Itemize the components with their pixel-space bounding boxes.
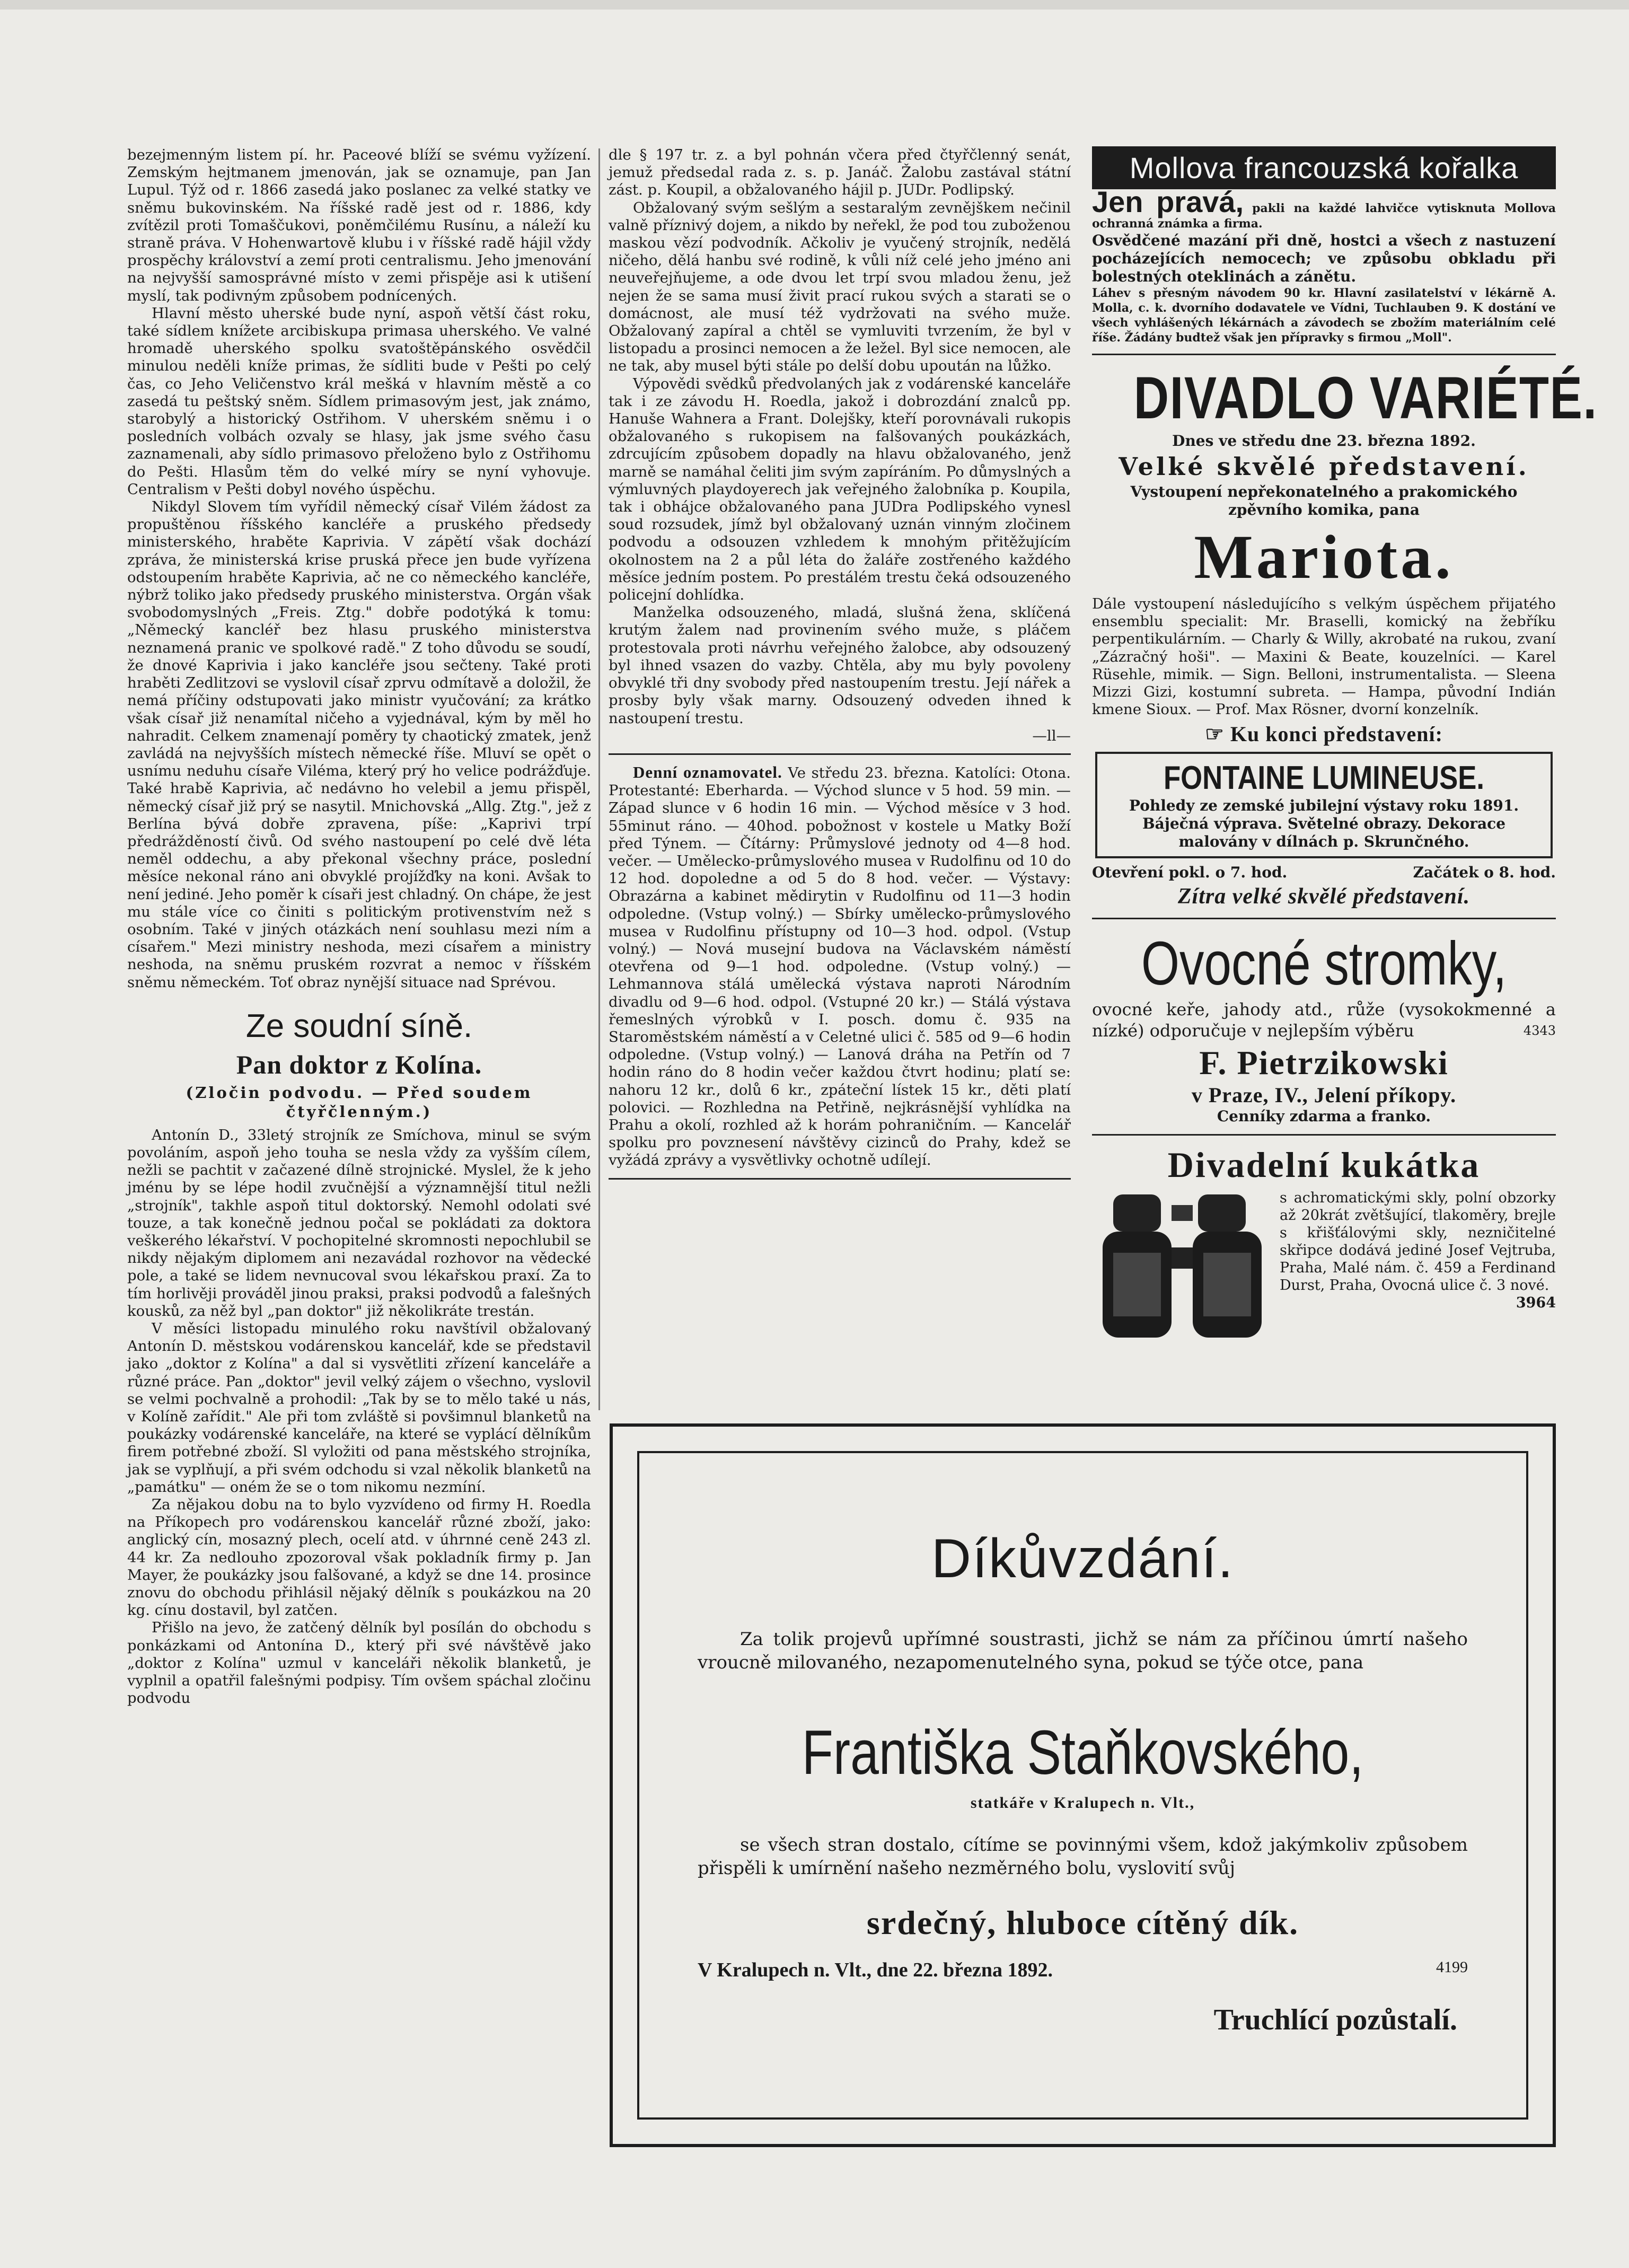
ovocne-title: Ovocné stromky,: [1141, 929, 1507, 998]
ovocne-body: ovocné keře, jahody atd., růže (vysokokmenné a nízké) odporučuje v nejlepším výběru: [1092, 999, 1556, 1041]
divadlo-sub: Vystoupení nepřekonatelného a prakomického zpěvního komika, pana: [1130, 483, 1518, 518]
moll-ad-body: Osvědčené mazání při dně, hostci a všech z nastuzení pocházejících nemocech; ve způsobu obkladu při bolestných oteklinách a zánětu.: [1092, 232, 1556, 285]
dekovani-place-date: V Kralupech n. Vlt., dne 22. března 1892.: [698, 1959, 1053, 1981]
article-paragraph: Manželka odsouzeného, mladá, slušná žena, sklíčená krutým žalem nad provinením svého muže, s pláčem protestovala proti návrhu veřejného žalobce, aby odsouzený byl ihned vsazen do vazby. Chtěla, aby mu byly povoleny obvyklé tři dny svobody před nastoupením trestu. Její nářek a prosby byly však marny. Odsouzený odveden ihned k nastoupení trestu.: [609, 604, 1071, 727]
dekovani-body: se všech stran dostalo, cítíme se povinnými všem, kdož jakýmkoliv způsobem přispěli k umírnění našeho nezměrného bolu, vyslovití svůj: [698, 1834, 1468, 1879]
dekovani-intro: Za tolik projevů upřímné soustrasti, jichž se nám za příčinou úmrtí našeho vroucně milovaného, nezapomenutelného syna, pokud se týče otce, pana: [698, 1629, 1468, 1673]
column-2: [609, 146, 1071, 1188]
article-signature: —ll—: [1032, 727, 1071, 744]
kukatka-num: 3964: [1516, 1295, 1556, 1312]
otevreni: Otevření pokl. o 7. hod.: [1092, 864, 1288, 882]
article-paragraph: Přišlo na jevo, že zatčený dělník byl posílán do obchodu s ponkázkami od Antonína D., který při své návštěvě jako „doktor z Kolína" uzmul v kanceláři několik blanketů, je vyplnil a opatřil falešnými podpisy. Tím ovšem spáchal zločinu podvodu: [127, 1619, 591, 1707]
divider: [1092, 918, 1556, 919]
fontaine-body: Pohledy ze zemské jubilejní výstavy roku 1891. Báječná výprava. Světelné obrazy. Dekorace malovány v dílnách p. Skrunčného.: [1129, 797, 1519, 851]
page-top-edge: [0, 0, 1629, 10]
dekovani-occupation: statkáře v Kralupech n. Vlt.,: [970, 1794, 1195, 1812]
moll-ad-title: Mollova francouzská kořalka: [1092, 146, 1556, 189]
dekovani-inner: [637, 1451, 1528, 2120]
zitra: Zítra velké skvělé představení.: [1177, 884, 1470, 909]
moll-ad-note: pakli na každé lahvičce vytisknuta Mollova ochranná známka a firma.: [1092, 201, 1556, 231]
divadlo-times: [1092, 864, 1556, 882]
section-title: Ze soudní síně.: [245, 1007, 473, 1044]
dekovani-signed: Truchlící pozůstalí.: [1213, 2003, 1457, 2036]
news-paragraph: bezejmenným listem pí. hr. Paceové blíží se svému vyžízení. Zemským hejtmanem jmenován, jak se oznamuje, pan Jan Lupul. Týž od r. 1866 zasedá jako poslanec za velké statky ve sněmu bukovinském. Na říšské radě jest od r. 1886, kdy zvítězil proti Tomaščukovi, poněmčilému Rusínu, a náleží ku straně práva. V Hohenwartově klubu i v říšské radě hájil vždy prospěchy království a zemí proti centralismu. Jeho jmenování na nejvyšší samosprávné místo v zemi přispěje asi k utišení myslí, tak podivným způsobem podnícených.: [127, 146, 591, 304]
article-paragraph: V měsíci listopadu minulého roku navštívil obžalovaný Antonín D. městskou vodárenskou kancelář, kde se představil jako „doktor z Kolína" a dal si vysvětliti zřízení kanceláře a různé práce. Pan „doktor" jevil velký zájem o všechno, vyslovil se velmi pochvalně a prohodil: „Tak by se to mělo také u nás, v Kolíně zařídit." Ale při tom zvláště si povšimnul blanketů na poukázky vodárenské kanceláře, na které se vyplácí dělníkům firem potřebné zboží. Sl vyložiti od pana městského strojníka, jak se vyplňují, a při svém odchodu si vzal několik blanketů na „památku" — oném že se o tom nikomu nezmíní.: [127, 1320, 591, 1496]
divider: [609, 753, 1071, 755]
divider: [609, 1178, 1071, 1180]
moll-ad-lead: Jen pravá,: [1092, 185, 1244, 218]
zacatek: Začátek o 8. hod.: [1413, 864, 1556, 882]
article-paragraph: Obžalovaný svým sešlým a sestaralým zevnějškem nečinil valně příznivý dojem, a nikdo by neřekl, že pod tou zuboženou maskou vězí podvodník. Ačkoliv je vyučený strojník, nedělá ničeho, dělá hanbu své rodině, k vůli níž celé jeho jméno ani neuveřejňujeme, a ode dvou let trpí svou mladou ženu, jež nejen že se sama musí živit prací rukou svých a starati se o domácnost, ale musí též vydržovati na svého muže. Obžalovaný zapíral a chtěl se vymluviti tvrzením, že byl v listopadu a prosinci nemocen a že ležel. Byl sice nemocen, ale ne tak, aby musel býti stále po delší dobu upoután na lůžko.: [609, 199, 1071, 375]
article-title: Pan doktor z Kolína.: [236, 1049, 482, 1079]
divadlo-date: Dnes ve středu dne 23. března 1892.: [1172, 432, 1476, 450]
pietr-addr: v Praze, IV., Jelení příkopy.: [1191, 1083, 1457, 1107]
ovocne-text-line: [1092, 999, 1556, 1041]
dekovani-name: Františka Staňkovského,: [802, 1718, 1364, 1788]
news-paragraph: Nikdyl Slovem tím vyřídil německý císař Vilém žádost za propuštěnou říšského kancléře a pruského předsedy ministerského, hraběte Kaprivia. V zápětí však dochází zpráva, že ministerská krise pruská přece jen bude vyřízena odstoupením hraběte Kaprivia, ač ne co německého kancléře, nýbrž toliko jako předsedy pruského ministerstva. Orgán však svobodomyslných „Freis. Ztg." dobře podotýká k tomu: „Německý kancléř bez hlasu pruského ministerstva neznamená pranic ve spolkové radě." Z toho důvodu se soudí, že dnové Kaprivia i jako kancléře jsou sečteny. Také proti hraběti Zedlitzovi se vyslovil císař zprvu odmítavě a doložil, že nemá příčiny odstupovati jako ministr vyučování; za krátko však císař již nenamítal ničeho a vyjednával, kým by měl ho nahradit. Celkem znamenají poměry ty chaotický zmatek, jenž zavládá na nejvyšších místech německé říše. Mluví se opět o usnímu neduhu císaře Viléma, který prý ho velice podrážďuje. Také hrabě Kaprivia, ač nedávno ho velebil a jemu přispěl, německý císař již prý se nasytil. Mnichovská „Allg. Ztg.", jež z Berlína bývá dobře zpravena, píše: „Kaprivi trpí předrážděností čivů. Od svého nastoupení po celé dvě léta neměl oddechu, a aby překonal všechny práce, poslední měsíce nekonal ráno ani obvyklé projížďky na koni. Avšak to není jediné. Jeho poměr k císaři jest chladný. On chápe, že jest mu stále více co činiti s politickým protivenstvím než s osobním. Také v jiných otázkách není souhlasu mezi ním a císařem." Mezi ministry neshoda, mezi císařem a ministry neshoda, na sněmu pruském rozvrat a nemoc v říšském sněmu německém. Toť obraz nynější situace nad Sprévou.: [127, 498, 591, 991]
oznamovatel-title: Denní oznamovatel.: [633, 762, 782, 781]
ovocne-num: 4343: [1523, 1023, 1556, 1039]
dekovani-title: Díkůvzdání.: [931, 1528, 1235, 1589]
dekovani-date-line: [698, 1958, 1468, 1982]
column-3: [1092, 146, 1598, 1348]
fontaine-box: [1095, 752, 1553, 858]
article-subtitle: (Zločin podvodu. — Před soudem čtyřčlenným.): [186, 1083, 533, 1121]
moll-ad-small: Láhev s přesným návodem 90 kr. Hlavní zasilatelství v lékárně A. Molla, c. k. dvorního dodavatele ve Vídni, Tuchlauben 9. K dostání ve všech vyhlášených lékárnách a závodech se zbožím materiálním celé říše. Žádány budtež však jen přípravky s firmou „Moll".: [1092, 286, 1556, 345]
pietr-name: F. Pietrzikowski: [1199, 1044, 1449, 1082]
article-paragraph: Za nějakou dobu na to bylo vyzvídeno od firmy H. Roedla na Příkopech pro vodárenskou kancelář různé zboží, jako: anglický cín, mosazný plech, ocelí atd. v úhrnné ceně 243 zl. 44 kr. Za nedlouho zpozoroval však pokladník firmy p. Jan Mayer, že poukázky jsou falšované, a když se dne 14. prosince znovu do obchodu přihlásil nějaký dělník s poukázkou na 20 kg. cínu dostavil, byl zatčen.: [127, 1496, 591, 1619]
column-divider: [598, 148, 600, 1410]
ku-konci: ☞ Ku konci představení:: [1205, 722, 1443, 746]
moll-ad-lead-line: [1092, 185, 1556, 232]
fontaine-title: FONTAINE LUMINEUSE.: [1163, 760, 1485, 797]
binoculars-icon: [1092, 1189, 1272, 1348]
divider: [1092, 1134, 1556, 1136]
dekovani-number: 4199: [1436, 1958, 1468, 1976]
kukatka-ad: [1092, 1189, 1556, 1348]
divadlo-body: Dále vystoupení následujícího s velkým úspěchem přijatého ensemblu specialit: Mr. Braselli, komický na žebříku perpentikulárním. — Charly & Willy, akrobaté na rukou, zvaní „Zázračný hoši". — Maxini & Beate, kouzelníci. — Karel Rüsehle, mimik. — Sign. Belloni, instrumentalista. — Sleena Mizzi Gizi, kostumní subreta. — Hampa, původní Indián kmene Sioux. — Prof. Max Rösner, dvorní konzelník.: [1092, 595, 1556, 718]
dekovani-frame: [610, 1423, 1556, 2147]
dekovani-thanks: srdečný, hluboce cítěný dík.: [866, 1904, 1299, 1941]
hand-pointer-icon: ☞: [1205, 722, 1230, 746]
pietr-cen: Cenníky zdarma a franko.: [1217, 1107, 1431, 1126]
column-1: [127, 146, 591, 1707]
divadlo-big: Velké skvělé představení.: [1119, 452, 1529, 481]
oznamovatel-text: Ve středu 23. března. Katolíci: Otona. Protestanté: Eberharda. — Východ slunce v 5 hod. 59 min. — Západ slunce v 6 hodin 16 min. — Východ měsíce v 3 hod. 55minut ráno. — 40hod. pobožnost v kostele u Matky Boží před Týnem. — Čítárny: Průmyslové jednoty od 4—8 hod. večer. — Umělecko-průmyslového musea v Rudolfinu od 10 do 12 hod. dopoledne a od 5 do 8 hod. večer. — Výstavy: Obrazárna a kabinet mědirytin v Rudolfinu od 11—3 hodin odpoledne. (Vstup volný.) — Sbírky umělecko-průmyslového musea v Rudolfinu přístupny od 10—3 hod. odpol. (Vstup volný.) — Nová musejní budova na Václavském náměstí otevřena od 9—1 hod. odpoledne. (Vstup volný.) — Lehmannova stálá umělecká výstava naproti Národním divadlu od 9—6 hod. odpol. (Vstupné 20 kr.) — Stálá výstava řemeslných výrobků v I. posch. domu č. 935 na Staroměstském náměstí a v Celetné ulici č. 585 od 9—6 hodin odpoledne. (Vstup volný.) — Lanová dráha na Petřín od 7 hodin ráno do 8 hodin večer každou čtvrt hodinu; platí se: nahoru 12 kr., dolů 6 kr., zpáteční lístek 15 kr., děti platí polovici. — Rozhledna na Petřině, nejkrásnější vyhlídka na Prahu a okolí, rozhled až k horám pohraničním. — Kancelář spolku pro povznesení návštěvy cizinců do Prahy, kdež se vyžádá zprávy a vysvětlivky ochotně udílejí.: [609, 764, 1071, 1169]
divadlo-title: DIVADLO VARIÉTÉ.: [1133, 365, 1598, 431]
article-paragraph: dle § 197 tr. z. a byl pohnán včera před čtyřčlenný senát, jemuž předsedal rada z. s. p. Janáč. Žalobu zastával státní zást. p. Koupil, a obžalovaného hájil p. JUDr. Podlipský.: [609, 146, 1071, 199]
article-paragraph: Antonín D., 33letý strojník ze Smíchova, minul se svým povoláním, aspoň jeho touha se nesla vždy za vyšším cílem, nežli se pachtit v začazené dílně strojnické. Myslel, že k jeho jménu by se lépe hodil zvučnější a významnější titul nežli „strojník", takhle aspoň titul doktorský. Nemohl odolati své touze, a tak konečně jednou počal se pokládati za doktora veškerého lékařství. V pochopitelné skromnosti nepochlubil se nikdy nějakým diplomem ani nezavádal rozhovor na vědecké pole, a také se lidem nevnucoval svou lékařskou praxí. Za to tím horlivěji prováděl jinou praksi, praksi podvodů a falešných kousků, za něž byl „pan doktor" již několikráte trestán.: [127, 1126, 591, 1320]
kukatka-text-wrap: [1280, 1189, 1556, 1348]
divider: [1092, 354, 1556, 355]
kukatka-title: Divadelní kukátka: [1167, 1145, 1481, 1185]
kukatka-body: s achromatickými skly, polní obzorky až 20krát zvětšující, tlakoměry, brejle s křišťálovými skly, nezničitelné skřipce dodává jediné Josef Vejtruba, Praha, Malé nám. č. 459 a Ferdinand Durst, Praha, Ovocná ulice č. 3 nové.: [1280, 1190, 1556, 1294]
news-paragraph: Hlavní město uherské bude nyní, aspoň větší část roku, také sídlem knížete arcibiskupa primasa uherského. Ve valné hromadě uherského spolku svatoštěpánského osvědčil minulou neděli kníže primas, že sídliti bude v Pešti po celý čas, co Jeho Veličenstvo král mešká v hlavním městě a co zasedá tu peštský sněm. Sídlem primasovým jest, jak známo, starobylý a historický Ostřihom. V uherském sněmu i o posledních volbách ozvaly se hlasy, jak jsme svého času zaznamenali, aby sídlo primasovo přeloženo bylo z Ostřihomu do Pešti. Hlasům těm do velké míry se nyní vyhovuje. Centralism v Pešti dobyl nového úspěchu.: [127, 304, 591, 498]
article-paragraph: Výpovědi svědků předvolaných jak z vodárenské kanceláře tak i ze závodu H. Roedla, jakož i dobrozdání znalců pp. Hanuše Wahnera a Frant. Dolejšky, kteří porovnávali rukopis obžalovaného s rukopisem na falšovaných poukázkách, zdrcujícím způsobem dopadly na hlavu obžalovaného, jenž marně se namáhal čeliti jim svým zapíráním. Po důmyslných a výmluvných playdoyerech jak veřejného žalobníka p. Koupila, tak i obhájce obžalovaného pana JUDra Podlipského vynesl soud rozsudek, jímž byl obžalovaný uznán vinným zločinem podvodu a odsouzen vzhledem k mnohým přitěžujícím okolnostem na 2 a půl léta do žaláře zostřeného každého měsíce jedním postem. Po prestálém trestu čeká odsouzeného policejní dohlídka.: [609, 375, 1071, 604]
mariota-name: Mariota.: [1194, 522, 1454, 592]
